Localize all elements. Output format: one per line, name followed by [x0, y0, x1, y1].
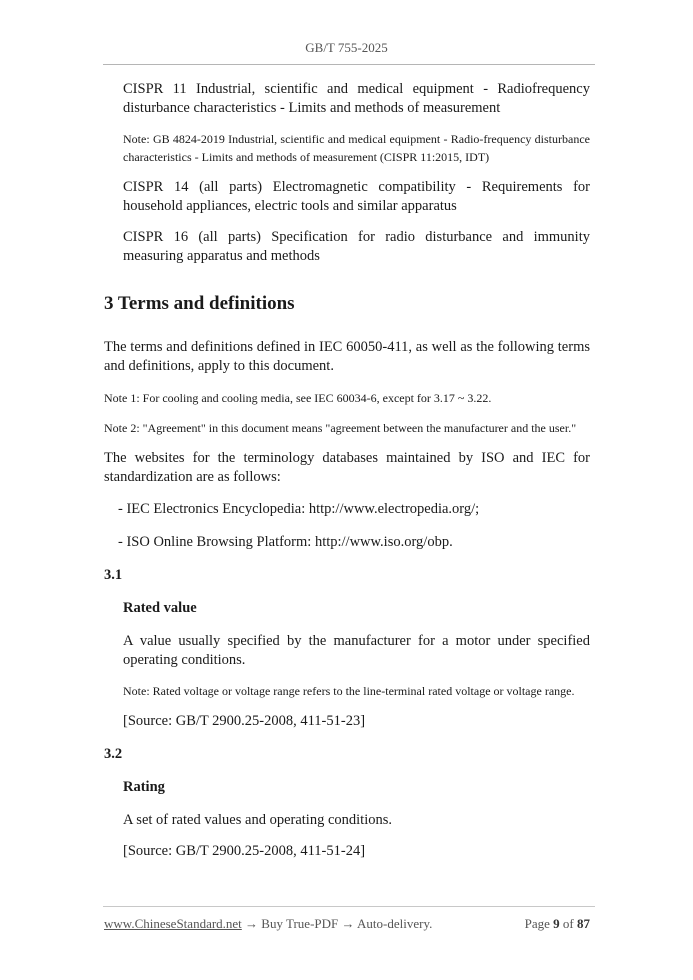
buy-true-pdf-text: Buy True-PDF: [261, 916, 339, 931]
section-intro: The terms and definitions defined in IEC 60050-411, as well as the following terms and definitions, apply to this document.: [104, 339, 590, 374]
term-name: Rating: [123, 779, 165, 795]
section-note-1: Note 1: For cooling and cooling media, see IEC 60034-6, except for 3.17 ~ 3.22.: [104, 391, 492, 405]
reference-note-gb-4824: Note: GB 4824-2019 Industrial, scientific and medical equipment - Radio-frequency disturbance characteristics - Limits and methods of measurement (CISPR 11:2015, IDT): [123, 132, 590, 164]
header-divider: [103, 64, 595, 65]
reference-cispr-16: CISPR 16 (all parts) Specification for radio disturbance and immunity measuring apparatus and methods: [123, 229, 590, 264]
term-name: Rated value: [123, 600, 197, 616]
page-label: Page: [524, 916, 550, 931]
term-number: 3.1: [104, 567, 123, 583]
term-definition: A value usually specified by the manufacturer for a motor under specified operating conditions.: [123, 633, 590, 668]
page-number: 9: [553, 916, 560, 931]
section-note-2: Note 2: "Agreement" in this document means "agreement between the manufacturer and the user.": [104, 421, 577, 435]
arrow-right-icon: →: [341, 916, 355, 931]
auto-delivery-text: Auto-delivery.: [357, 916, 433, 931]
term-number: 3.2: [104, 746, 123, 762]
term-note: Note: Rated voltage or voltage range refers to the line-terminal rated voltage or voltage range.: [123, 684, 575, 698]
page-indicator: [525, 916, 590, 932]
term-source: [Source: GB/T 2900.25-2008, 411-51-23]: [123, 713, 366, 729]
link-item-iso: - ISO Online Browsing Platform: http://www.iso.org/obp.: [118, 534, 453, 550]
footer-divider: [103, 906, 595, 907]
link-item-iec: - IEC Electronics Encyclopedia: http://www.electropedia.org/;: [118, 501, 480, 517]
section-title: 3 Terms and definitions: [104, 293, 295, 314]
site-link[interactable]: www.ChineseStandard.net: [104, 916, 242, 931]
term-source: [Source: GB/T 2900.25-2008, 411-51-24]: [123, 843, 366, 859]
footer-promo: [104, 916, 432, 932]
arrow-right-icon: →: [245, 916, 259, 931]
page-header: GB/T 755-2025: [305, 40, 388, 55]
websites-intro: The websites for the terminology databases maintained by ISO and IEC for standardization are as follows:: [104, 450, 590, 485]
of-label: of: [562, 916, 574, 931]
document-body: [104, 80, 590, 875]
page-total: 87: [577, 916, 590, 931]
reference-cispr-14: CISPR 14 (all parts) Electromagnetic compatibility - Requirements for household appliances, electric tools and similar apparatus: [123, 179, 590, 214]
term-definition: A set of rated values and operating conditions.: [123, 812, 392, 828]
reference-cispr-11: CISPR 11 Industrial, scientific and medical equipment - Radiofrequency disturbance characteristics - Limits and methods of measurement: [123, 81, 590, 116]
